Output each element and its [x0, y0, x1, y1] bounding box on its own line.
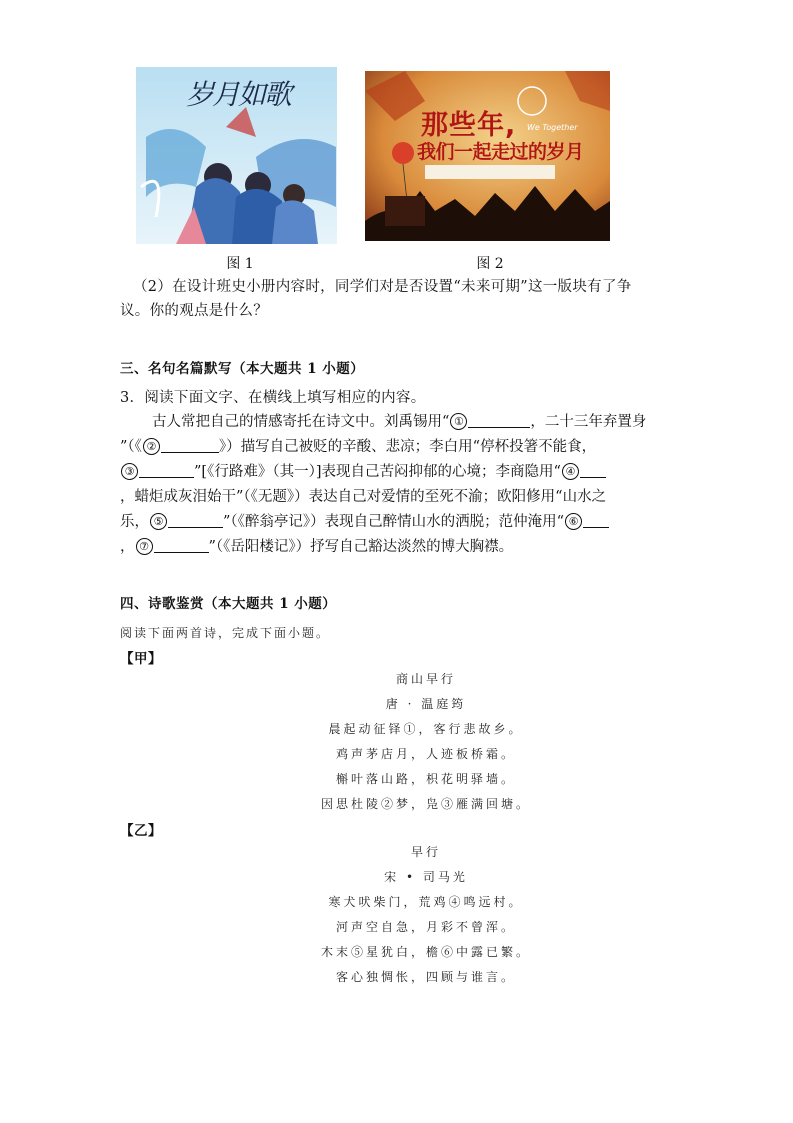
blank-mark-1: ①: [450, 413, 467, 430]
blank-mark-6: ⑥: [565, 513, 582, 530]
poem-2-title: 早行: [410, 845, 441, 859]
figure-2-caption: 图 2: [476, 256, 504, 272]
figure-1-title-art: 岁月如歌: [186, 78, 291, 111]
figure-2-badge: We Together: [527, 123, 578, 132]
blank-mark-4: ④: [562, 463, 579, 480]
poem-2-line-2: 河声空自急，月彩不曾浑。: [335, 920, 516, 934]
poem-2-author: 宋 • 司马光: [384, 870, 468, 884]
question-2-line-1: （2）在设计班史小册内容时，同学们对是否设置“未来可期”这一版块有了争: [133, 279, 632, 295]
blank-mark-2: ②: [143, 438, 160, 455]
section-4-intro: 阅读下面两首诗，完成下面小题。: [120, 626, 331, 640]
figure-2-title-art-line1: 那些年,: [421, 110, 517, 141]
fill-blank-5[interactable]: [168, 513, 223, 528]
poem-1-line-1: 晨起动征铎①，客行悲故乡。: [328, 722, 524, 736]
figure-1-image: [136, 67, 337, 244]
section-3-heading: 三、名句名篇默写（本大题共 1 小题）: [120, 361, 365, 377]
poem-2-line-3: 木末⑤星犹白，檐⑥中露已繁。: [320, 945, 531, 959]
poem-1-title: 商山早行: [395, 672, 456, 686]
fill-blank-2[interactable]: [161, 438, 219, 453]
poem-1-line-3: 槲叶落山路，枳花明驿墙。: [335, 772, 516, 786]
question-3-number: 3．阅读下面文字、在横线上填写相应的内容。: [120, 390, 426, 406]
blank-mark-3: ③: [121, 463, 138, 480]
fill-blank-1[interactable]: [468, 413, 530, 428]
poem-1-tag: 【甲】: [120, 651, 162, 667]
blank-mark-7: ⑦: [136, 538, 153, 555]
figure-1-caption: 图 1: [226, 256, 254, 272]
fill-blank-7[interactable]: [154, 538, 209, 553]
question-3-line-4: ，蜡炬成灰泪始干”（《无题》）表达自己对爱情的至死不渝；欧阳修用“山水之: [120, 489, 607, 505]
poem-2-line-1: 寒犬吠柴门，荒鸡④鸣远村。: [328, 895, 524, 909]
fill-blank-3[interactable]: [139, 463, 194, 478]
question-3-line-2: ”（《 ② 》）描写自己被贬的辛酸、悲凉；李白用“停杯投箸不能食，: [120, 439, 597, 455]
question-3-line-6: ， ⑦ ”（《岳阳楼记》）抒写自己豁达淡然的博大胸襟。: [120, 539, 514, 555]
question-3-line-1: 古人常把自己的情感寄托在诗文中。刘禹锡用“ ① ，二十三年弃置身: [152, 414, 647, 430]
fill-blank-4[interactable]: [580, 463, 606, 478]
poem-1-line-4: 因思杜陵②梦，凫③雁满回塘。: [320, 797, 531, 811]
question-3-line-5: 乐， ⑤ ”（《醉翁亭记》）表现自己醉情山水的洒脱；范仲淹用“ ⑥: [120, 510, 680, 535]
question-3-line-3: ③ ”[《行路难》（其一）]表现自己苦闷抑郁的心境；李商隐用“ ④: [120, 460, 680, 485]
figure-2-image: [365, 71, 610, 241]
fill-blank-6[interactable]: [583, 513, 609, 528]
poem-1-line-2: 鸡声茅店月，人迹板桥霜。: [335, 747, 516, 761]
question-2-line-2: 议。你的观点是什么？: [120, 303, 268, 319]
poem-2-line-4: 客心独惆怅，四顾与谁言。: [335, 970, 516, 984]
blank-mark-5: ⑤: [150, 513, 167, 530]
poem-2-tag: 【乙】: [120, 823, 162, 839]
section-4-heading: 四、诗歌鉴赏（本大题共 1 小题）: [120, 596, 337, 612]
figure-2-title-art-line2: 我们一起走过的岁月: [417, 141, 584, 163]
poem-1-author: 唐 · 温庭筠: [385, 697, 467, 711]
